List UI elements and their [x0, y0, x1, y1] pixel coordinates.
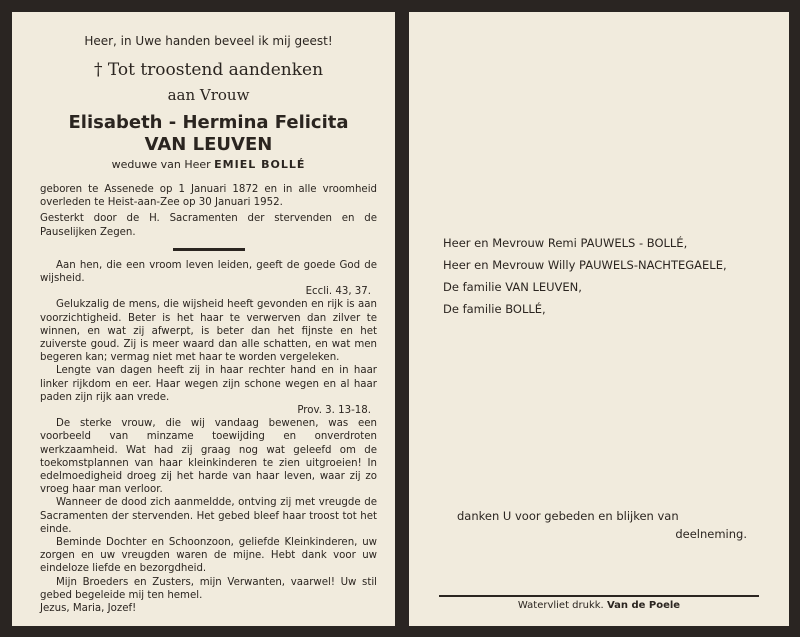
sacraments-line: Gesterkt door de H. Sacramenten der stervenden en de Pauselijken Zegen. — [40, 213, 377, 238]
paragraph-1-reference: Eccli. 43, 37. — [305, 286, 371, 298]
family-line: De familie BOLLÉ, — [443, 302, 546, 316]
aan-vrouw: aan Vrouw — [167, 86, 250, 104]
divider — [173, 248, 245, 251]
paragraph-3: Lengte van dagen heeft zij in haar rechter hand en in haar linker rijkdom en eer. Haar wegen zijn schone wegen en al haar paden zijn rijk aan vrede. — [40, 365, 377, 403]
cross-icon: † — [93, 60, 103, 80]
opening-verse: Heer, in Uwe handen beveel ik mij geest! — [84, 34, 333, 48]
family-line: Heer en Mevrouw Remi PAUWELS - BOLLÉ, — [443, 236, 688, 250]
memorial-heading — [40, 60, 377, 80]
paragraph-7: Mijn Broeders en Zusters, mijn Verwanten, vaarwel! Uw stil gebed begeleide mij ten hemel. — [40, 576, 377, 601]
printer-name: Van de Poele — [606, 600, 681, 611]
footer-rule — [439, 595, 759, 597]
family-line: De familie VAN LEUVEN, — [443, 280, 582, 294]
thanks-line-1: danken U voor gebeden en blijken van — [457, 509, 679, 523]
birth-death-info: geboren te Assenede op 1 Januari 1872 en in alle vroomheid overleden te Heist-aan-Zee op 30 Januari 1952. — [40, 184, 377, 209]
paragraph-6: Beminde Dochter en Schoonzoon, geliefde Kleinkinderen, uw zorgen en uw vreugden waren de mijne. Hebt dank voor uw eindeloze liefde en bezorgdheid. — [40, 537, 377, 575]
paragraph-2: Gelukzalig de mens, die wijsheid heeft gevonden en rijk is aan voorzichtigheid. Beter is het haar te verwerven dan zilver te winnen, en wat zij afwerpt, is beter dan het fijnste en het zuiverste goud. Zij is meer waard dan alle schatten, en wat men begeren kan; vermag niet met haar te worden vergeleken. — [40, 299, 377, 364]
memorial-heading-text: Tot troostend aandenken — [107, 60, 324, 80]
widow-prefix: weduwe van Heer — [111, 158, 211, 171]
paragraph-3-reference: Prov. 3. 13-18. — [297, 405, 371, 417]
printer-place: Watervliet drukk. — [517, 600, 604, 611]
family-line: Heer en Mevrouw Willy PAUWELS-NACHTEGAELE, — [443, 258, 727, 272]
paragraph-1: Aan hen, die een vroom leven leiden, geeft de goede God de wijsheid. — [40, 259, 377, 285]
left-card-panel — [12, 12, 395, 626]
printer-credit — [439, 600, 759, 611]
thanks-line-2: deelneming. — [675, 527, 747, 541]
deceased-surname: VAN LEUVEN — [144, 134, 273, 155]
paragraph-4: De sterke vrouw, die wij vandaag bewenen, was een voorbeeld van minzame toewijding en onverdroten werkzaamheid. Wat had zij graag nog wat geleefd om de toekomstplannen van haar kleinkinderen te zien uitgroeien! In edelmoedigheid droeg zij het harde van haar leven, waar zij zo vroeg haar man verloor. — [40, 418, 377, 496]
deceased-first-names: Elisabeth - Hermina Felicita — [68, 112, 349, 133]
thanks-block — [457, 507, 747, 543]
widow-name: EMIEL BOLLÉ — [214, 158, 306, 171]
closing-prayer: Jezus, Maria, Jozef! — [40, 603, 137, 615]
family-list — [443, 232, 727, 320]
widow-line — [40, 158, 377, 171]
paragraph-5: Wanneer de dood zich aanmeldde, ontving zij met vreugde de Sacramenten der stervenden. Het gebed bleef haar troost tot het einde. — [40, 497, 377, 535]
right-card-panel — [409, 12, 789, 626]
